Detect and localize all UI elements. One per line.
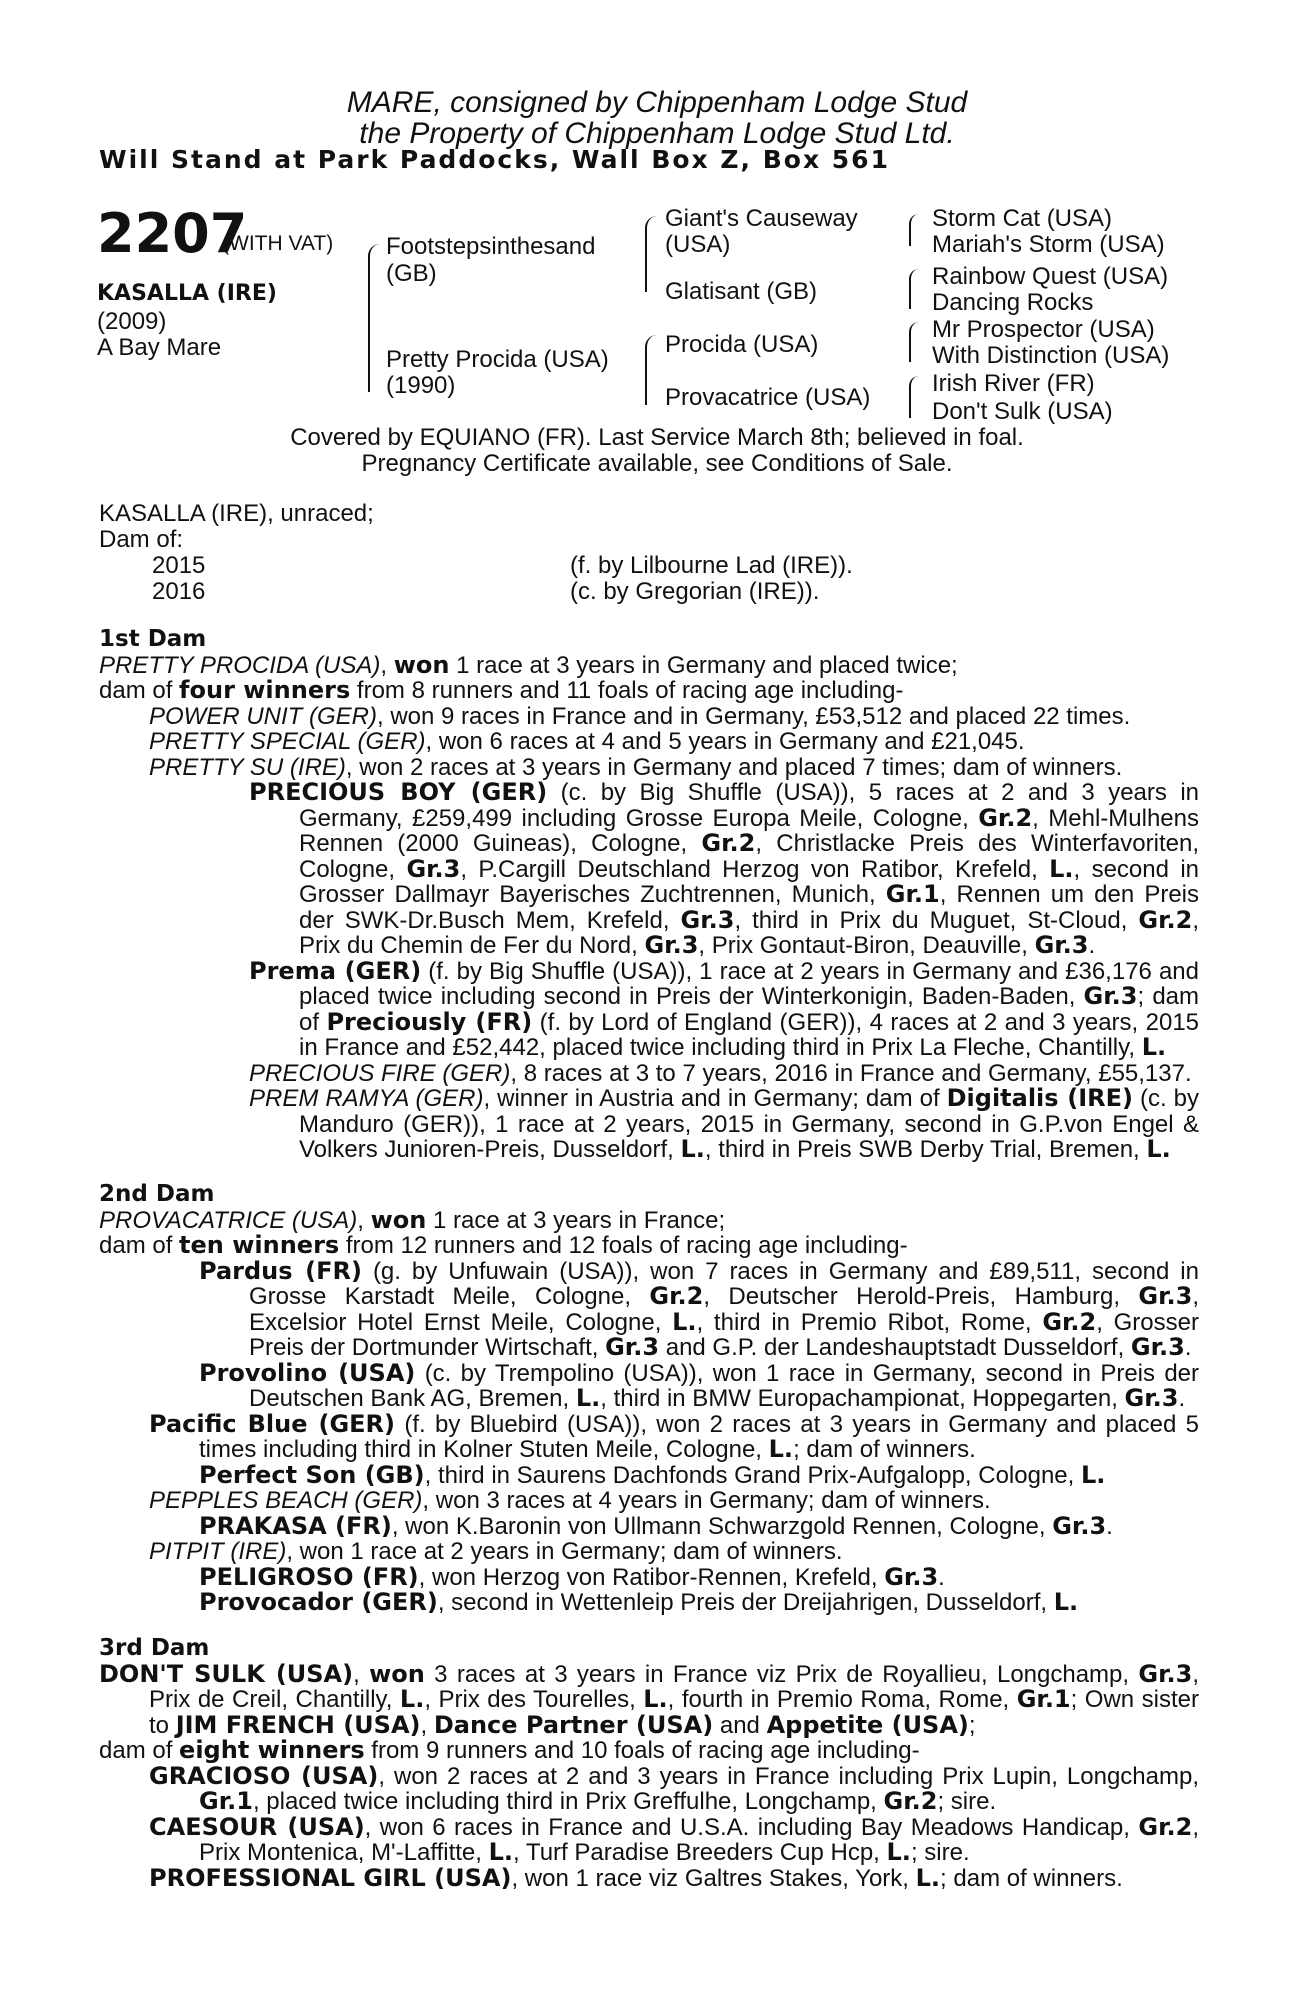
text: , Prix Montenica, M'-Laffitte, (199, 1813, 1200, 1866)
offspring-name: PELIGROSO (FR) (199, 1562, 419, 1591)
grade: Gr.3 (1138, 1659, 1193, 1688)
offspring-name: PITPIT (IRE) (149, 1538, 287, 1565)
sire: Footstepsinthesand (386, 233, 596, 260)
grade: Gr.1 (199, 1787, 253, 1815)
offspring-name: Provocador (GER) (199, 1588, 438, 1616)
grade: L. (643, 1685, 668, 1713)
grade: Gr.3 (1052, 1511, 1107, 1540)
text: , Prix Gontaut-Biron, Deauville, (698, 932, 1035, 959)
offspring-name: PREM RAMYA (GER) (249, 1085, 484, 1112)
grade: Gr.3 (1138, 1282, 1193, 1310)
text: , Christlacke Preis des Winterfavoriten, Cologne, (299, 830, 1199, 883)
text: , Prix du Chemin de Fer du Nord, (299, 906, 1199, 959)
text: , won Herzog von Ratibor-Rennen, Krefeld, (418, 1563, 885, 1591)
dam-of-label: Dam of: (99, 526, 184, 553)
pedigree-brace-3d (909, 376, 919, 418)
text: , P.Cargill Deutschland Herzog von Ratibor, Krefeld, (460, 855, 1050, 883)
offspring-name: Perfect Son (GB) (199, 1460, 425, 1489)
offspring-record: , won 2 races at 3 years in Germany and placed 7 times; dam of winners. (345, 753, 1123, 781)
sire-dam: Glatisant (GB) (665, 278, 818, 305)
text: , Grosser Preis der Dortmunder Wirtschaft, (249, 1308, 1199, 1361)
text: 3 races at 3 years in France viz Prix de Royallieu, Longchamp, (424, 1660, 1139, 1688)
first-dam-section: 1st Dam PRETTY PROCIDA (USA), won 1 race at 3 years in Germany and placed twice; dam of four winners from 8 runners and 11 foals of racing age including- POWER UNIT (GER), won 9 races in France and in Germany, £53,512 and placed 22 times. PRETTY SPECIAL (GER), won 6 races at 4 and 5 years in Germany and £21,045. PRETTY SU (IRE), won 2 races at 3 years in Germany and placed 7 times; dam of winners. PRECIOUS BOY (GER) (c. by Big Shuffle (USA)), 5 races at 2 and 3 years in Germany, £259,499 including Grosse Europa Meile, Cologne, Gr.2, Mehl-Mulhens Rennen (2000 Guineas), Cologne, Gr.2, Christlacke Preis des Winterfavoriten, Cologne, Gr.3, P.Cargill Deutschland Herzog von Ratibor, Krefeld, L., second in Grosser Dallmayr Bayerisches Zuchtrennen, Munich, Gr.1, Rennen um den Preis der SWK-Dr.Busch Mem, Krefeld, Gr.3, third in Prix du Muguet, St-Cloud, Gr.2, Prix du Chemin de Fer du Nord, Gr.3, Prix Gontaut-Biron, Deauville, Gr.3. Prema (GER) (f. by Big Shuffle (USA)), 1 race at 2 years in Germany and £36,176 and placed twice including second in Preis der Winterkonigin, Baden-Baden, Gr.3; dam of Preciously (FR) (f. by Lord of England (GER)), 4 races at 2 and 3 years, 2015 in France and £52,442, placed twice including third in Prix La Fleche, Chantilly, L. PRECIOUS FIRE (GER), 8 races at 3 to 7 years, 2016 in France and Germany, £55,137. PREM RAMYA (GER), winner in Austria and in Germany; dam of Digitalis (IRE) (c. by Manduro (GER)), 1 race at 2 years, 2015 in Germany, second in G.P.von Engel & Volkers Junioren-Preis, Dusseldorf, L., third in Preis SWB Derby Trial, Bremen, L. (99, 626, 1200, 1163)
horse-description: A Bay Mare (97, 334, 222, 361)
grade: Gr.2 (978, 803, 1033, 832)
text: ; dam of (299, 983, 1199, 1036)
text: . (1184, 1334, 1192, 1361)
text: dam of (99, 1232, 180, 1259)
offspring-entry (99, 1488, 1199, 1514)
pedigree-brace-1 (368, 244, 380, 392)
grade: L. (915, 1863, 941, 1892)
text: , 8 races at 3 to 7 years, 2016 in France and Germany, £55,137. (510, 1059, 1192, 1087)
grade: L. (488, 1838, 514, 1866)
dam-sire-sire: Mr Prospector (USA) (932, 316, 1155, 343)
grand-offspring-entry (99, 1562, 1199, 1591)
grade: L. (575, 1384, 601, 1412)
text: ; Own sister to (149, 1686, 1199, 1739)
text: (c. by Trempolino (USA)), won 1 race in Germany, second in Preis der Deutschen Bank AG, Bremen, (249, 1359, 1200, 1412)
text: and G.P. der Landeshauptstadt Dusseldorf, (659, 1334, 1131, 1361)
text: ; sire. (937, 1788, 997, 1815)
grade: Gr.2 (701, 829, 756, 857)
offspring-name: PRECIOUS BOY (GER) (249, 778, 548, 806)
offspring-entry (99, 704, 1199, 730)
text: , third in BMW Europachampionat, Hoppegarten, (600, 1385, 1125, 1412)
sire-sire-country: (USA) (665, 231, 731, 258)
sire-dam-sire: Rainbow Quest (USA) (932, 263, 1169, 290)
offspring-name: PRETTY SPECIAL (GER) (149, 728, 426, 755)
grand-offspring-entry (99, 1460, 1199, 1489)
dam-record: 1 race at 3 years in Germany and placed twice; (449, 651, 958, 679)
text: , Mehl-Mulhens Rennen (2000 Guineas), Cologne, (299, 804, 1199, 857)
grade: Gr.1 (885, 880, 940, 908)
pedigree-brace-2b (645, 335, 657, 405)
text: , third in Prix du Muguet, St-Cloud, (734, 906, 1139, 934)
horse-name: KASALLA (IRE) (97, 281, 277, 306)
text: from 12 runners and 12 foals of racing age including- (339, 1232, 908, 1259)
text: (c. by Big Shuffle (USA)), 5 races at 2 and 3 years in Germany, £259,499 including Grosse Europa Meile, Cologne, (299, 779, 1200, 832)
produce-year: 2015 (152, 552, 206, 579)
grade: Gr.2 (1138, 1812, 1193, 1841)
text: , fourth in Premio Roma, Rome, (667, 1686, 1017, 1713)
offspring-entry (99, 729, 1199, 755)
text: and (713, 1711, 767, 1739)
text: , placed twice including third in Prix Greffulhe, Longchamp, (252, 1788, 884, 1815)
text: , Deutscher Herold-Preis, Hamburg, (703, 1283, 1139, 1310)
third-dam-section (99, 1636, 1199, 1891)
grade: Gr.2 (1042, 1307, 1097, 1336)
dam-name: PROVACATRICE (USA) (99, 1206, 358, 1234)
dam-name: DON'T SULK (USA) (99, 1659, 354, 1688)
text: , third in Saurens Dachfonds Grand Prix-Aufgalopp, Cologne, (424, 1461, 1081, 1489)
text: , won 1 race viz Galtres Stakes, York, (511, 1864, 916, 1892)
offspring-name: PRETTY SU (IRE) (149, 753, 346, 781)
text: from 9 runners and 10 foals of racing age including- (364, 1737, 920, 1764)
grade: L. (886, 1838, 911, 1866)
grade: L. (672, 1307, 697, 1336)
grand-offspring-entry (99, 956, 1200, 1061)
dam-entry: DON'T SULK (USA), won 3 races at 3 years in France viz Prix de Royallieu, Longchamp, Gr.3, Prix de Creil, Chantilly, L., Prix des Tourelles, L., fourth in Premio Roma, Rome, Gr.1; Own sister to JIM FRENCH (USA), Dance Partner (USA) and Appetite (USA); (99, 1659, 1199, 1739)
grade: Gr.3 (1124, 1384, 1179, 1412)
dam-name: PRETTY PROCIDA (USA) (99, 651, 381, 679)
offspring-name: Preciously (FR) (326, 1007, 533, 1036)
sire-sire-dam: Mariah's Storm (USA) (932, 231, 1165, 258)
offspring-entry (99, 1863, 1199, 1892)
text: , third in Premio Ribot, Rome, (696, 1308, 1043, 1336)
text: (f. by Lord of England (GER)), 4 races at 2 and 3 years, 2015 in France and £52,442, placed twice including third in Prix La Fleche, Chantilly, (299, 1008, 1200, 1061)
offspring-name: Prema (GER) (249, 956, 422, 985)
offspring-name: GRACIOSO (USA) (149, 1761, 379, 1790)
offspring-name: Provolino (USA) (199, 1358, 416, 1387)
grade: Gr.3 (406, 854, 461, 883)
offspring-name: PRAKASA (FR) (199, 1511, 392, 1540)
grade: Gr.3 (1083, 982, 1138, 1010)
pregnancy-note: Pregnancy Certificate available, see Conditions of Sale. (361, 450, 953, 477)
text: , won 2 races at 2 and 3 years in France including Prix Lupin, Longchamp, (378, 1762, 1200, 1790)
sire-sire-sire: Storm Cat (USA) (932, 205, 1113, 232)
second-dam-section: 2nd Dam PROVACATRICE (USA), won 1 race at 3 years in France; dam of ten winners from 12 runners and 12 foals of racing age including- Pardus (FR) (g. by Unfuwain (USA)), won 7 races in Germany and £89,511, second in Grosse Karstadt Meile, Cologne, Gr.2, Deutscher Herold-Preis, Hamburg, Gr.3, Excelsior Hotel Ernst Meile, Cologne, L., third in Premio Ribot, Rome, Gr.2, Grosser Preis der Dortmunder Wirtschaft, Gr.3 and G.P. der Landeshauptstadt Dusseldorf, Gr.3. Provolino (USA) (c. by Trempolino (USA)), won 1 race in Germany, second in Preis der Deutschen Bank AG, Bremen, L., third in BMW Europachampionat, Hoppegarten, Gr.3. Pacific Blue (GER) (f. by Bluebird (USA)), won 2 races at 3 years in Germany and placed 5 times including third in Kolner Stuten Meile, Cologne, L.; dam of winners. Perfect Son (GB), third in Saurens Dachfonds Grand Prix-Aufgalopp, Cologne, L. PEPPLES BEACH (GER), won 3 races at 4 years in Germany; dam of winners. PRAKASA (FR), won K.Baronin von Ullmann Schwarzgold Rennen, Cologne, Gr.3. PITPIT (IRE), won 1 race at 2 years in Germany; dam of winners. PELIGROSO (FR), won Herzog von Ratibor-Rennen, Krefeld, Gr.3. Provocador (GER), second in Wettenleip Preis der Dreijahrigen, Dusseldorf, L. (99, 1181, 1200, 1616)
dam: Pretty Procida (USA) (386, 346, 609, 373)
pedigree-brace-2a (645, 216, 657, 292)
offspring-record: , won 9 races in France and in Germany, £53,512 and placed 22 times. (377, 702, 1131, 730)
dam-dam-sire: Irish River (FR) (932, 370, 1095, 397)
text: , Excelsior Hotel Ernst Meile, Cologne, (249, 1283, 1199, 1336)
grade: Gr.3 (680, 905, 735, 934)
text: (g. by Unfuwain (USA)), won 7 races in Germany and £89,511, second in Grosse Karstadt Meile, Cologne, (249, 1257, 1199, 1310)
stand-location: Will Stand at Park Paddocks, Wall Box Z, Box 561 (99, 145, 890, 174)
consignor-line: MARE, consigned by Chippenham Lodge Stud (346, 86, 968, 119)
text: , (420, 1711, 434, 1739)
winners-count: four winners (179, 676, 351, 704)
text: (f. by Big Shuffle (USA)), 1 race at 2 years in Germany and £36,176 and placed twice including second in Preis der Winterkonigin, Baden-Baden, (299, 957, 1199, 1010)
grand-offspring-entry (99, 1086, 1199, 1163)
grade: L. (1141, 1033, 1167, 1061)
text: . (938, 1563, 945, 1591)
text: , won 3 races at 4 years in Germany; dam of winners. (422, 1487, 991, 1514)
third-dam-heading: 3rd Dam (99, 1635, 210, 1661)
offspring-entry (99, 755, 1199, 781)
grand-offspring-entry (99, 1061, 1199, 1087)
lot-number: 2207 (97, 202, 248, 265)
sire-country: (GB) (386, 260, 437, 287)
winners-count: eight winners (179, 1736, 365, 1764)
grade: L. (1081, 1460, 1106, 1489)
text: ; (968, 1711, 976, 1739)
grade: Gr.3 (644, 931, 699, 959)
grade: L. (680, 1135, 705, 1163)
grade: L. (1146, 1135, 1171, 1163)
text: . (1088, 932, 1096, 959)
text: (f. by Bluebird (USA)), won 2 races at 3 years in Germany and placed 5 times including third in Kolner Stuten Meile, Cologne, (199, 1410, 1200, 1463)
sire-sire: Giant's Causeway (665, 205, 858, 232)
dam-record: 1 race at 3 years in France; (426, 1206, 726, 1234)
text: dam of (99, 677, 180, 704)
dam-dam-dam: Don't Sulk (USA) (932, 398, 1113, 425)
grade: L. (1049, 854, 1074, 883)
grade: Gr.3 (1034, 931, 1089, 959)
won-label: won (369, 1659, 425, 1688)
offspring-record: , won 6 races at 4 and 5 years in Germany and £21,045. (425, 728, 1025, 755)
text: , Turf Paradise Breeders Cup Hcp, (513, 1839, 887, 1866)
property-line: the Property of Chippenham Lodge Stud Ltd. (359, 117, 955, 150)
offspring-entry (99, 1358, 1200, 1412)
covered-by: Covered by EQUIANO (FR). Last Service March 8th; believed in foal. (290, 424, 1024, 451)
text: , won 1 race at 2 years in Germany; dam of winners. (286, 1538, 843, 1565)
offspring-name: POWER UNIT (GER) (149, 702, 377, 730)
text: . (1106, 1512, 1113, 1540)
text: , Rennen um den Preis der SWK-Dr.Busch Mem, Krefeld, (299, 881, 1199, 934)
text: ; sire. (910, 1839, 970, 1866)
text: from 8 runners and 11 foals of racing age including- (350, 677, 904, 704)
text: ; dam of winners. (940, 1864, 1123, 1892)
sibling-name: JIM FRENCH (USA) (175, 1710, 421, 1739)
offspring-name: Pacific Blue (GER) (149, 1409, 396, 1438)
text: , third in Preis SWB Derby Trial, Bremen, (704, 1136, 1147, 1163)
text: , Prix de Creil, Chantilly, (149, 1660, 1199, 1713)
grade: Gr.3 (884, 1562, 939, 1591)
offspring-name: Pardus (FR) (199, 1256, 362, 1285)
grade: Gr.3 (1130, 1333, 1185, 1361)
dam-dam: Provacatrice (USA) (665, 384, 871, 411)
text: , Prix des Tourelles, (424, 1686, 644, 1713)
dam-sire-dam: With Distinction (USA) (932, 342, 1170, 369)
pedigree-brace-3c (909, 322, 919, 362)
dam-sire: Procida (USA) (665, 331, 819, 358)
text: , second in Grosser Dallmayr Bayerisches Zuchtrennen, Munich, (299, 855, 1199, 908)
grade: Gr.1 (1016, 1685, 1071, 1713)
grand-offspring-entry (99, 1590, 1199, 1616)
offspring-name: Digitalis (IRE) (946, 1084, 1133, 1112)
grade: Gr.2 (649, 1282, 704, 1310)
first-dam-heading: 1st Dam (99, 626, 207, 652)
vat-note: (WITH VAT) (222, 232, 334, 255)
text: , winner in Austria and in Germany; dam of (483, 1085, 947, 1112)
text: ; dam of winners. (793, 1436, 976, 1463)
produce-note: (c. by Gregorian (IRE)). (570, 578, 820, 605)
grade: Gr.2 (883, 1787, 938, 1815)
sire-dam-dam: Dancing Rocks (932, 289, 1094, 316)
offspring-name: PEPPLES BEACH (GER) (149, 1487, 423, 1514)
text: . (1178, 1385, 1186, 1412)
grade: Gr.3 (605, 1333, 660, 1361)
won-label: won (370, 1205, 427, 1234)
second-dam-heading: 2nd Dam (99, 1181, 215, 1207)
grand-offspring-entry (99, 780, 1199, 959)
text: , won 6 races in France and U.S.A. including Bay Meadows Handicap, (364, 1813, 1139, 1841)
offspring-entry (99, 1761, 1200, 1815)
horse-year: (2009) (97, 308, 167, 335)
grade: Gr.2 (1138, 905, 1193, 934)
sibling-name: Dance Partner (USA) (433, 1710, 714, 1739)
produce-note: (f. by Lilbourne Lad (IRE)). (570, 552, 853, 579)
text: , won K.Baronin von Ullmann Schwarzgold Rennen, Cologne, (391, 1512, 1053, 1540)
grade: L. (768, 1435, 794, 1463)
won-label: won (393, 650, 450, 679)
offspring-entry (99, 1409, 1200, 1463)
text: (c. by Manduro (GER)), 1 race at 2 years, 2015 in Germany, second in G.P.von Engel & Volkers Junioren-Preis, Dusseldorf, (299, 1085, 1199, 1163)
winners-count: ten winners (179, 1231, 340, 1259)
grand-offspring-entry (99, 1511, 1199, 1540)
offspring-name: PROFESSIONAL GIRL (USA) (149, 1863, 512, 1892)
grade: L. (399, 1685, 425, 1713)
offspring-entry (99, 1812, 1200, 1866)
produce-intro: KASALLA (IRE), unraced; (99, 500, 374, 527)
pedigree-brace-3a (909, 214, 919, 246)
dam-year: (1990) (386, 372, 456, 399)
sibling-name: Appetite (USA) (766, 1710, 969, 1739)
offspring-entry (99, 1539, 1199, 1565)
text: , second in Wettenleip Preis der Dreijahrigen, Dusseldorf, (437, 1589, 1054, 1616)
offspring-name: PRECIOUS FIRE (GER) (249, 1059, 511, 1087)
grade: L. (1053, 1588, 1079, 1616)
pedigree-brace-3b (909, 269, 919, 309)
produce-year: 2016 (152, 578, 206, 605)
text: dam of (99, 1737, 180, 1764)
offspring-entry (99, 1256, 1199, 1361)
offspring-name: CAESOUR (USA) (149, 1812, 365, 1841)
